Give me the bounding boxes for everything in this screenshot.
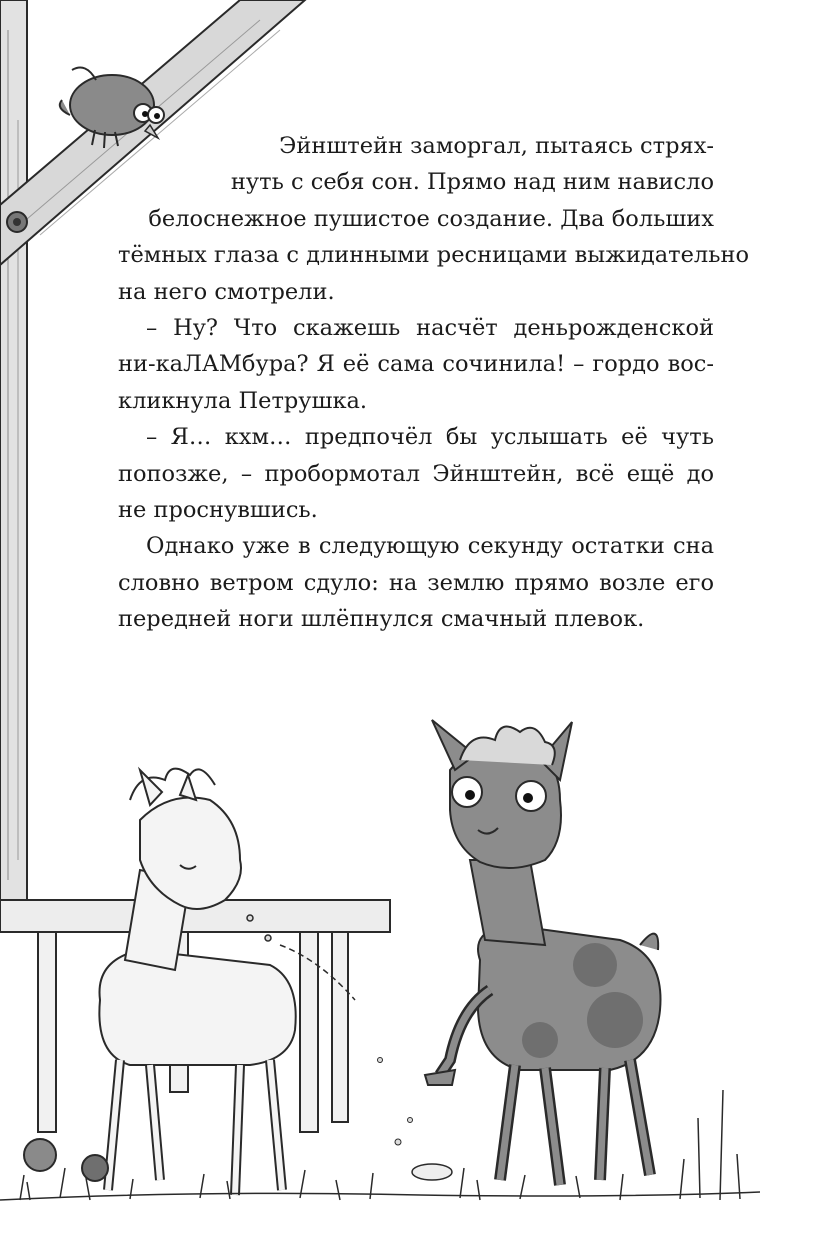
text-line: белоснежное пушистое создание. Два больших	[148, 205, 714, 232]
text-line: словно ветром сдуло: на землю прямо возле его	[118, 569, 714, 596]
text-line: Эйнштейн заморгал, пытаясь стрях-	[279, 133, 714, 159]
text-line: ни-каЛАМбура? Я её сама сочинила! – гордо вос-	[118, 351, 714, 378]
wooden-post	[0, 0, 27, 905]
text-line: кликнула Петрушка.	[118, 387, 368, 414]
story-text	[118, 128, 750, 637]
gray-alpaca	[425, 720, 661, 1185]
apples	[24, 1139, 108, 1181]
text-line: попозже, – пробормотал Эйнштейн, всё ещё до	[118, 460, 714, 487]
text-line: на него смотрели.	[118, 278, 335, 305]
text-line: – Ну? Что скажешь насчёт деньрожденской	[146, 314, 714, 341]
text-line: нуть с себя сон. Прямо над ним нависло	[230, 169, 714, 196]
text-line: – Я… кхм… предпочёл бы услышать её чуть	[146, 424, 714, 451]
text-line: не проснувшись.	[118, 496, 318, 523]
text-line: Однако уже в следующую секунду остатки сна	[146, 533, 714, 560]
text-line: тёмных глаза с длинными ресницами выжидательно	[118, 242, 750, 269]
text-line: передней ноги шлёпнулся смачный плевок.	[118, 606, 645, 633]
